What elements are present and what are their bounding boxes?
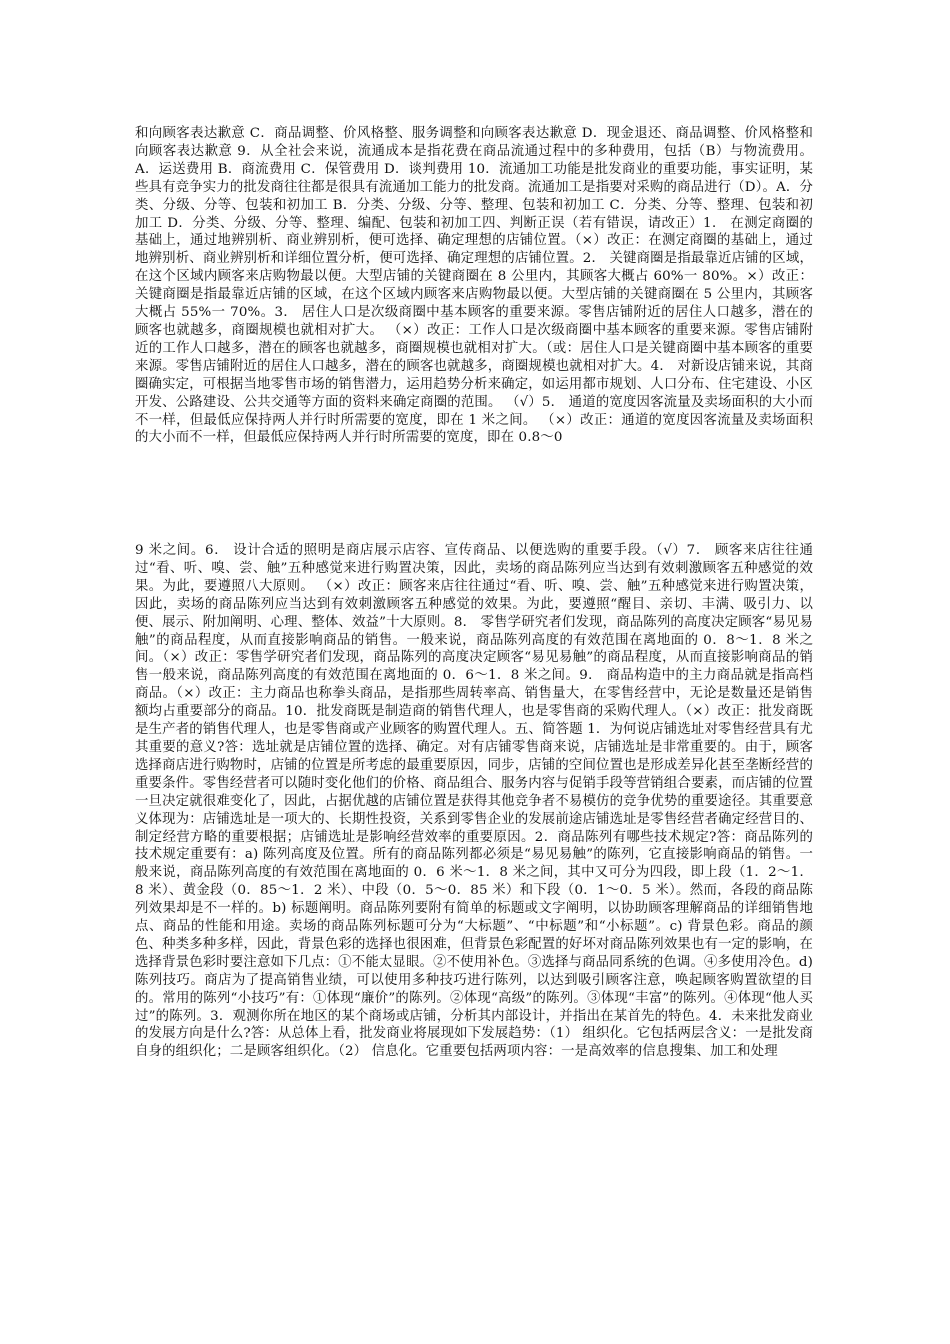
body-paragraph-1: 和向顾客表达歉意 C．商品调整、价风格整、服务调整和向顾客表达歉意 D．现金退还、商品调整、价风格整和向顾客表达歉意 9．从全社会来说，流通成本是指花费在商品流通过程中的多种费用，包括（B）与物流费用。A．运送费用 B．商流费用 C．保管费用 D．谈判费用 10．流通加工功能是批发商业的重要功能，事实证明，某些具有竞争实力的批发商往往都是很具有流通加工能力的批发商。流通加工是指要对采购的商品进行（D）。A．分类、分级、分等、包装和初加工 B．分类、分级、分等、整理、包装和初加工 C．分类、分等、整理、包装和初加工 D．分类、分级、分等、整理、编配、包装和初加工四、判断正误（若有错误，请改正）1． 在测定商圈的基础上，通过地辨别析、商业辨别析，便可选择、确定理想的店铺位置。（×）改正：在测定商圈的基础上，通过地辨别析、商业辨别析和详细位置分析，便可选择、确定理想的店铺位置。2． 关键商圈是指最靠近店铺的区域，在这个区域内顾客来店购物最以便。大型店铺的关键商圈在 8 公里内，其顾客大概占 60%一 80%。×）改正：关键商圈是指最靠近店铺的区域，在这个区域内顾客来店购物最以便。大型店铺的关键商圈在 5 公里内，其顾客大概占 55%一 70%。3． 居住人口是次级商圈中基本顾客的重要来源。零售店铺附近的居住人口越多，潜在的顾客也就越多，商圈规模也就相对扩大。 （×）改正：工作人口是次级商圈中基本顾客的重要来源。零售店铺附近的工作人口越多，潜在的顾客也就越多，商圈规模也就相对扩大。（或：居住人口是关键商圈中基本顾客的重要来源。零售店铺附近的居住人口越多，潜在的顾客也就越多，商圈规模也就相对扩大。4． 对新设店铺来说，其商圈确实定，可根据当地零售市场的销售潜力，运用趋势分析来确定，如运用都市规划、人口分布、住宅建设、小区开发、公路建设、公共交通等方面的资料来确定商圈的范围。 （√）5． 通道的宽度因客流量及卖场面积的大小而不一样，但最低应保持两人并行时所需要的宽度，即在 1 米之间。 （×）改正：通道的宽度因客流量及卖场面积的大小而不一样，但最低应保持两人并行时所需要的宽度，即在 0.8～0 (135, 126, 813, 446)
body-paragraph-2: 9 米之间。6． 设计合适的照明是商店展示店容、宣传商品、以便选购的重要手段。（√）7． 顾客来店往往通过“看、听、嗅、尝、触”五种感觉来进行购置决策，因此，卖场的商品陈列应当达到有效刺激顾客五种感觉的效果。为此，要遵照八大原则。 （×）改正：顾客来店往往通过“看、听、嗅、尝、触”五种感觉来进行购置决策，因此，卖场的商品陈列应当达到有效刺激顾客五种感觉的效果。为此，要遵照“醒目、亲切、丰满、吸引力、以便、展示、附加阐明、心理、整体、效益”十大原则。8． 零售学研究者们发现，商品陈列的高度决定顾客“易见易触”的商品程度，从而直接影响商品的销售。一般来说，商品陈列高度的有效范围在离地面的 0．8～1．8 米之间。（×）改正：零售学研究者们发现，商品陈列的高度决定顾客“易见易触”的商品程度，从而直接影响商品的销售一般来说，商品陈列高度的有效范围在离地面的 0．6～1．8 米之间。9． 商品构造中的主力商品就是指高档商品。（×）改正：主力商品也称拳头商品，是指那些周转率高、销售量大，在零售经营中，无论是数量还是销售额均占重要部分的商品。10．批发商既是制造商的销售代理人，也是零售商的采购代理人。（×）改正：批发商既是生产者的销售代理人，也是零售商或产业顾客的购置代理人。五、简答题 1．为何说店铺选址对零售经营具有尤其重要的意义?答：选址就是店铺位置的选择、确定。对有店铺零售商来说，店铺选址是非常重要的。由于，顾客选择商店进行购物时，店铺的位置是所考虑的最重要原因，同步，店铺的空间位置也是形成差异化甚至垄断经营的重要条件。零售经营者可以随时变化他们的价格、商品组合、服务内容与促销手段等营销组合要素，而店铺的位置一旦决定就很难变化了，因此，占据优越的店铺位置是获得其他竞争者不易模仿的竞争优势的重要途径。其重要意义体现为：店铺选址是一项大的、长期性投资，关系到零售企业的发展前途店铺选址是零售经营者确定经营目的、制定经营方略的重要根据；店铺选址是影响经营效率的重要原因。2．商品陈列有哪些技术规定?答：商品陈列的技术规定重要有：a) 陈列高度及位置。所有的商品陈列都必须是“易见易触”的陈列，它直接影响商品的销售。一般来说，商品陈列高度的有效范围在离地面的 0．6 米～1．8 米之间，其中又可分为四段，即上段（1．2～1．8 米）、黄金段（0．85～1．2 米）、中段（0．5～0．85 米）和下段（0．1～0．5 米）。然而，各段的商品陈列效果却是不一样的。b) 标题阐明。商品陈列要附有简单的标题或文字阐明，以协助顾客理解商品的详细销售地点、商品的性能和用途。卖场的商品陈列标题可分为“大标题”、“中标题”和“小标题”。c) 背景色彩。商品的颜色、种类多种多样，因此，背景色彩的选择也很困难，但背景色彩配置的好坏对商品陈列效果也有一定的影响，在选择背景色彩时要注意如下几点：①不能太显眼。②不使用补色。③选择与商品同系统的色调。④多使用冷色。d) 陈列技巧。商店为了提高销售业绩，可以使用多种技巧进行陈列，以达到吸引顾客注意，唤起顾客购置欲望的目的。常用的陈列“小技巧”有：①体现“廉价”的陈列。②体现“高级”的陈列。③体现“丰富”的陈列。④体现“他人买过”的陈列。3．观测你所在地区的某个商场或店铺，分析其内部设计，并指出在某首先的特色。4．未来批发商业的发展方向是什么?答：从总体上看，批发商业将展现如下发展趋势：（1） 组织化。它包括两层含义：一是批发商自身的组织化；二是顾客组织化。（2） 信息化。它重要包括两项内容：一是高效率的信息搜集、加工和处理 (135, 543, 813, 1060)
